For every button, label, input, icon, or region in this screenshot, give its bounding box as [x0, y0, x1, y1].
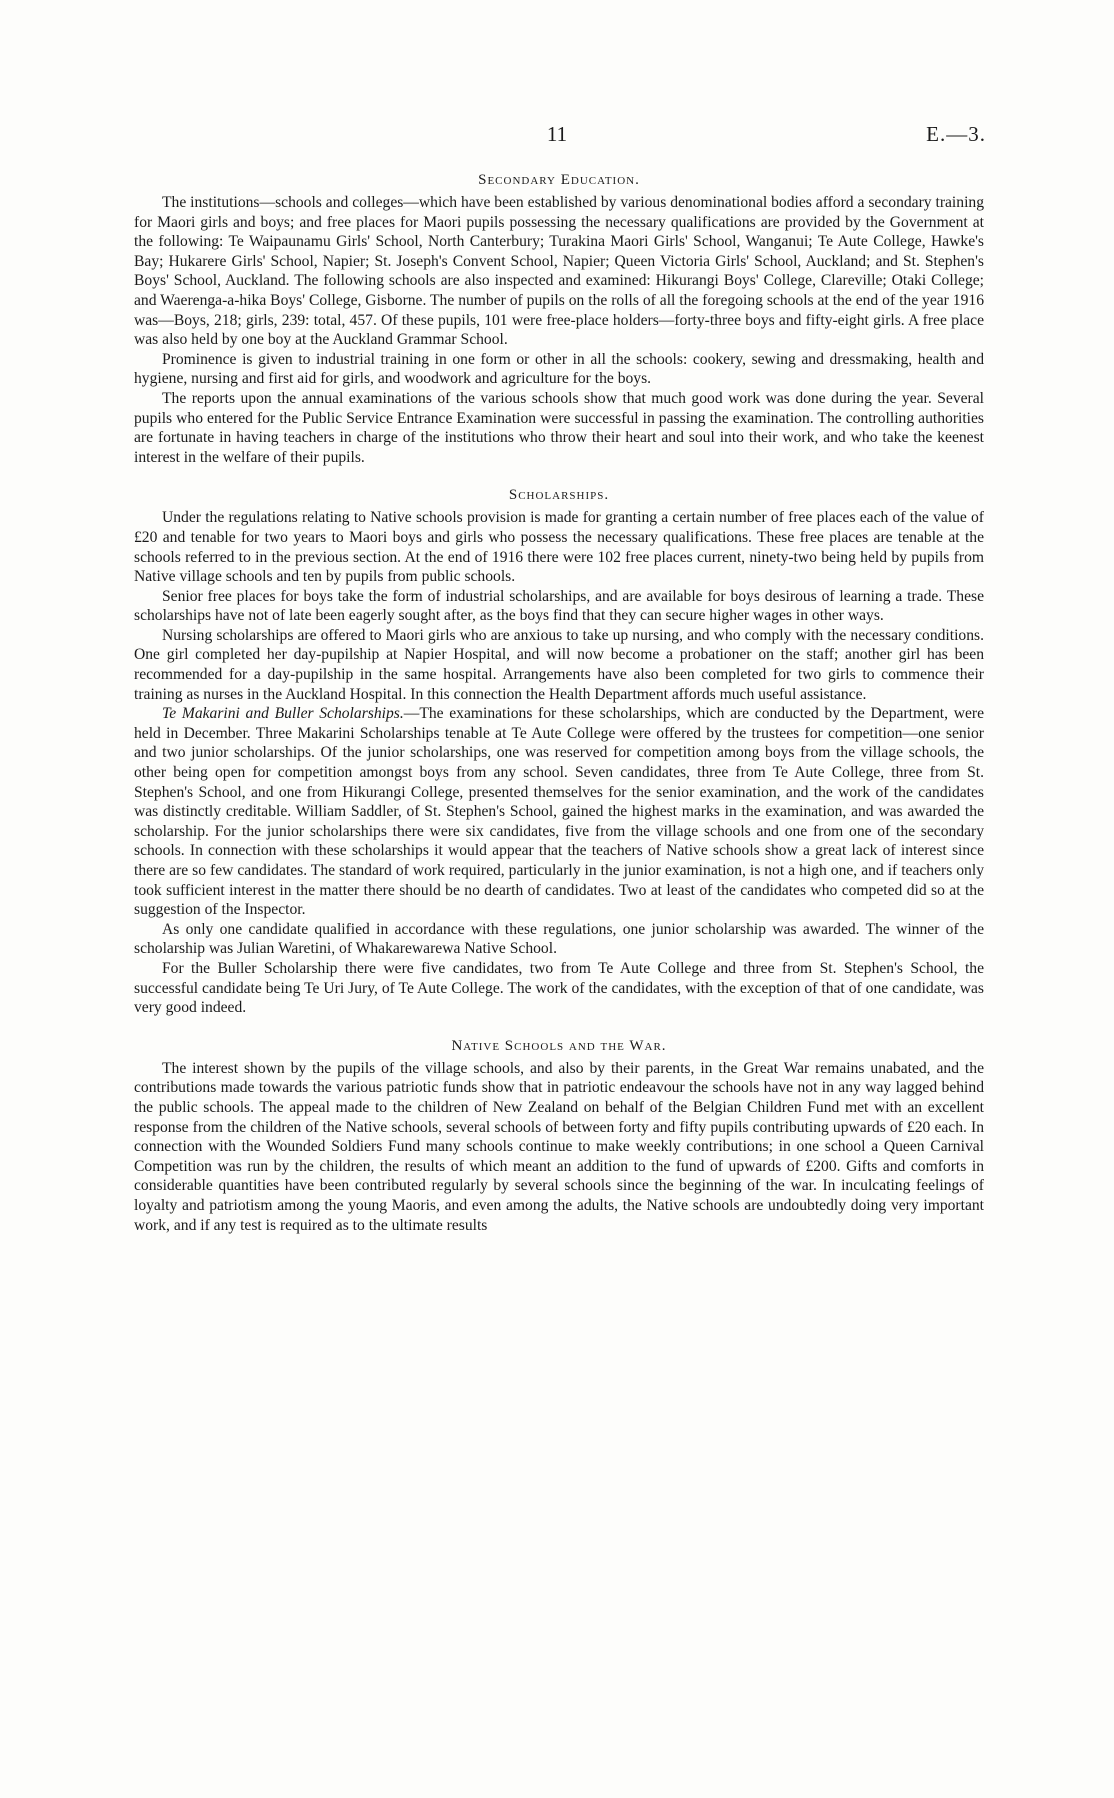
paragraph: The interest shown by the pupils of the village schools, and also by their parents, in the Great War remains unabated, and the contributions made towards the various patriotic funds show that in patriotic endeavour the schools have not in any way lagged behind the public schools. The appeal made to the children of New Zealand on behalf of the Belgian Children Fund met with an excellent response from the children of the Native schools, several schools of between forty and fifty pupils contributing upwards of £20 each. In connection with the Wounded Soldiers Fund many schools continue to make weekly contributions; in one school a Queen Carnival Competition was run by the children, the results of which meant an addition to the fund of upwards of £200. Gifts and comforts in considerable quantities have been contributed regularly by several schools since the beginning of the war. In inculcating feelings of loyalty and patriotism among the young Maoris, and even among the adults, the Native schools are undoubtedly doing very important work, and if any test is required as to the ultimate results	[134, 1059, 984, 1234]
paragraph: Nursing scholarships are offered to Maori girls who are anxious to take up nursing, and who comply with the necessary conditions. One girl completed her day-pupilship at Napier Hospital, and will now become a probationer on the staff; another girl has been recommended for a day-pupilship in the same hospital. Arrangements have also been completed for two girls to commence their training as nurses in the Auckland Hospital. In this connection the Health Department affords much useful assistance.	[134, 626, 984, 703]
paragraph: The institutions—schools and colleges—which have been established by various denominational bodies afford a secondary training for Maori girls and boys; and free places for Maori pupils possessing the necessary qualifications are provided by the Government at the following: Te Waipaunamu Girls' School, North Canterbury; Turakina Maori Girls' School, Wanganui; Te Aute College, Hawke's Bay; Hukarere Girls' School, Napier; St. Joseph's Convent School, Napier; Queen Victoria Girls' School, Auckland; and St. Stephen's Boys' School, Auckland. The following schools are also inspected and examined: Hikurangi Boys' College, Clareville; Otaki College; and Waerenga-a-hika Boys' College, Gisborne. The number of pupils on the rolls of all the foregoing schools at the end of the year 1916 was—Boys, 218; girls, 239: total, 457. Of these pupils, 101 were free-place holders—forty-three boys and fifty-eight girls. A free place was also held by one boy at the Auckland Grammar School.	[134, 194, 984, 349]
document-reference: E.—3.	[926, 122, 986, 146]
paragraph	[134, 704, 984, 920]
paragraph: Senior free places for boys take the form of industrial scholarships, and are available for boys desirous of learning a trade. These scholarships have not of late been eagerly sought after, as the boys find that they can secure higher wages in other ways.	[134, 587, 984, 625]
section-title-scholarships: Scholarships.	[508, 487, 610, 504]
paragraph: For the Buller Scholarship there were five candidates, two from Te Aute College and three from St. Stephen's School, the successful candidate being Te Uri Jury, of Te Aute College. The work of the candidates, with the exception of that of one candidate, was very good indeed.	[134, 959, 984, 1017]
paragraph-italic-heading: Te Makarini and Buller Scholarships.	[162, 705, 404, 723]
page-header	[0, 122, 1114, 152]
paragraph: As only one candidate qualified in accordance with these regulations, one junior scholarship was awarded. The winner of the scholarship was Julian Waretini, of Whakarewarewa Native School.	[134, 920, 984, 958]
paragraph-text: —The examinations for these scholarships, which are conducted by the Department, were held in December. Three Makarini Scholarships tenable at Te Aute College were offered by the trustees for competition—one senior and two junior scholarships. Of the junior scholarships, one was reserved for competition among boys from the village schools, the other being open for competition amongst boys from any school. Seven candidates, three from Te Aute College, three from St. Stephen's School, and one from Hikurangi College, presented themselves for the senior examination, and the work of the candidates was distinctly creditable. William Saddler, of St. Stephen's School, gained the highest marks in the examination, and was awarded the scholarship. For the junior scholarships there were six candidates, five from the village schools and one from one of the secondary schools. In connection with these scholarships it would appear that the teachers of Native schools show a great lack of interest since there are so few candidates. The standard of work required, particularly in the junior examination, is not a high one, and if teachers only took sufficient interest in the matter there should be no dearth of candidates. Two at least of the candidates who competed did so at the suggestion of the Inspector.	[134, 705, 984, 919]
section-title-native-schools-and-the-war: Native Schools and the War.	[451, 1037, 667, 1054]
document-body	[134, 172, 984, 1235]
paragraph: Prominence is given to industrial training in one form or other in all the schools: cookery, sewing and dressmaking, health and hygiene, nursing and first aid for girls, and woodwork and agriculture for the boys.	[134, 350, 984, 388]
section-title-secondary-education: Secondary Education.	[478, 172, 640, 188]
page-number: 11	[546, 122, 568, 146]
paragraph: The reports upon the annual examinations of the various schools show that much good work was done during the year. Several pupils who entered for the Public Service Entrance Examination were successful in passing the examination. The controlling authorities are fortunate in having teachers in charge of the institutions who throw their heart and soul into their work, and who take the keenest interest in the welfare of their pupils.	[134, 389, 984, 466]
paragraph: Under the regulations relating to Native schools provision is made for granting a certain number of free places each of the value of £20 and tenable for two years to Maori boys and girls who possess the necessary qualifications. These free places are tenable at the schools referred to in the previous section. At the end of 1916 there were 102 free places current, ninety-two being held by pupils from Native village schools and ten by pupils from public schools.	[134, 509, 984, 586]
